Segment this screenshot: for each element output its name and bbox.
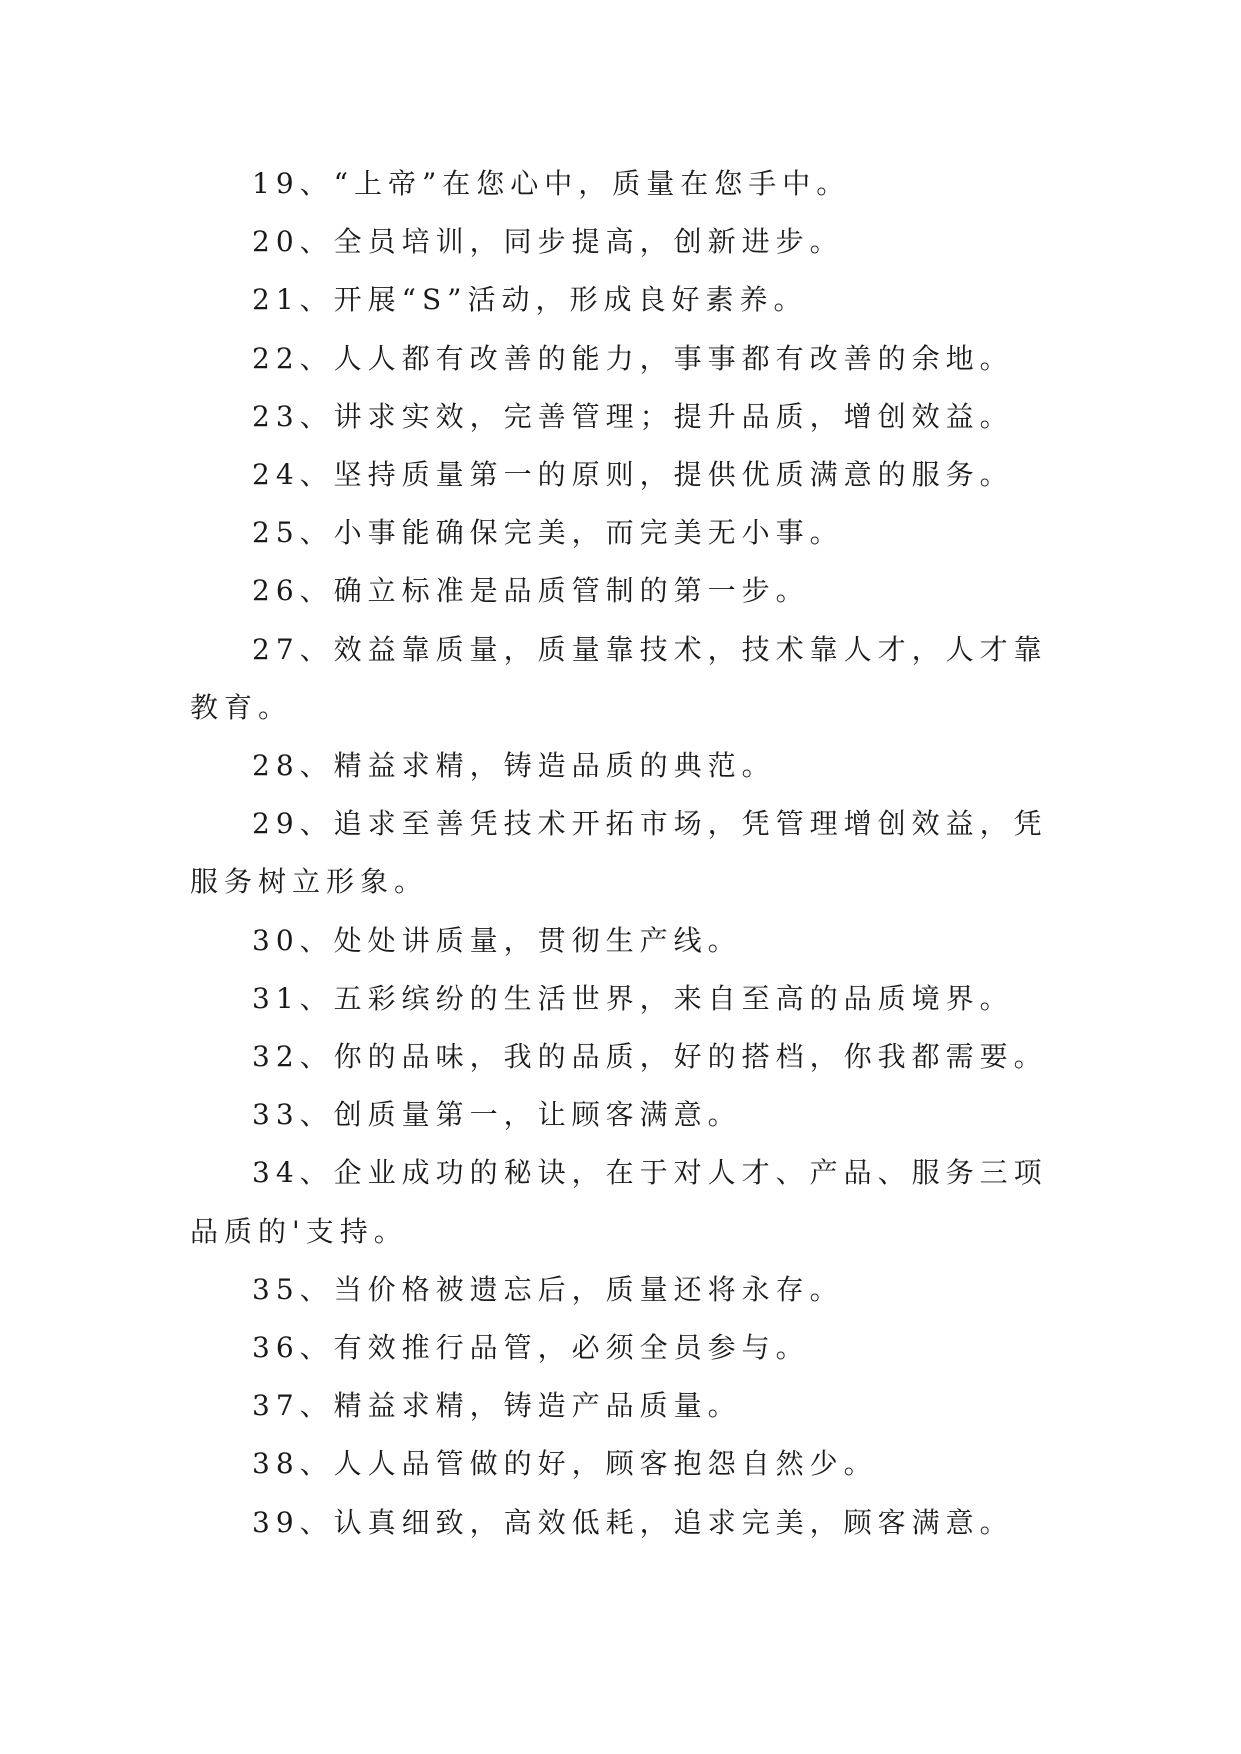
list-item: 33、创质量第一，让顾客满意。 xyxy=(252,1098,742,1132)
list-item: 39、认真细致，高效低耗，追求完美，顾客满意。 xyxy=(252,1505,1014,1539)
list-item: 30、处处讲质量，贯彻生产线。 xyxy=(252,923,742,957)
list-item: 34、企业成功的秘诀，在于对人才、产品、服务三项品质的'支持。 xyxy=(190,1156,1048,1248)
list-item: 35、当价格被遗忘后，质量还将永存。 xyxy=(252,1272,844,1306)
list-item: 21、开展“S”活动，形成良好素养。 xyxy=(252,283,808,317)
list-item: 38、人人品管做的好，顾客抱怨自然少。 xyxy=(252,1447,878,1481)
list-item: 31、五彩缤纷的生活世界，来自至高的品质境界。 xyxy=(252,981,1014,1015)
list-item: 19、“上帝”在您心中，质量在您手中。 xyxy=(252,167,851,200)
list-item: 25、小事能确保完美，而完美无小事。 xyxy=(252,516,844,550)
list-item: 36、有效推行品管，必须全员参与。 xyxy=(252,1331,810,1365)
list-item: 22、人人都有改善的能力，事事都有改善的余地。 xyxy=(252,341,1014,375)
list-item: 28、精益求精，铸造品质的典范。 xyxy=(252,749,776,783)
list-item: 32、你的品味，我的品质，好的搭档，你我都需要。 xyxy=(252,1040,1048,1074)
list-item: 29、追求至善凭技术开拓市场，凭管理增创效益，凭服务树立形象。 xyxy=(190,807,1048,899)
list-item: 37、精益求精，铸造产品质量。 xyxy=(252,1389,742,1423)
list-item: 26、确立标准是品质管制的第一步。 xyxy=(252,574,810,608)
list-item: 27、效益靠质量，质量靠技术，技术靠人才，人才靠教育。 xyxy=(190,632,1048,724)
document-body xyxy=(190,155,1052,1552)
list-item: 24、坚持质量第一的原则，提供优质满意的服务。 xyxy=(252,458,1014,492)
list-item: 23、讲求实效，完善管理；提升品质，增创效益。 xyxy=(252,399,1014,433)
list-item: 20、全员培训，同步提高，创新进步。 xyxy=(252,225,844,259)
